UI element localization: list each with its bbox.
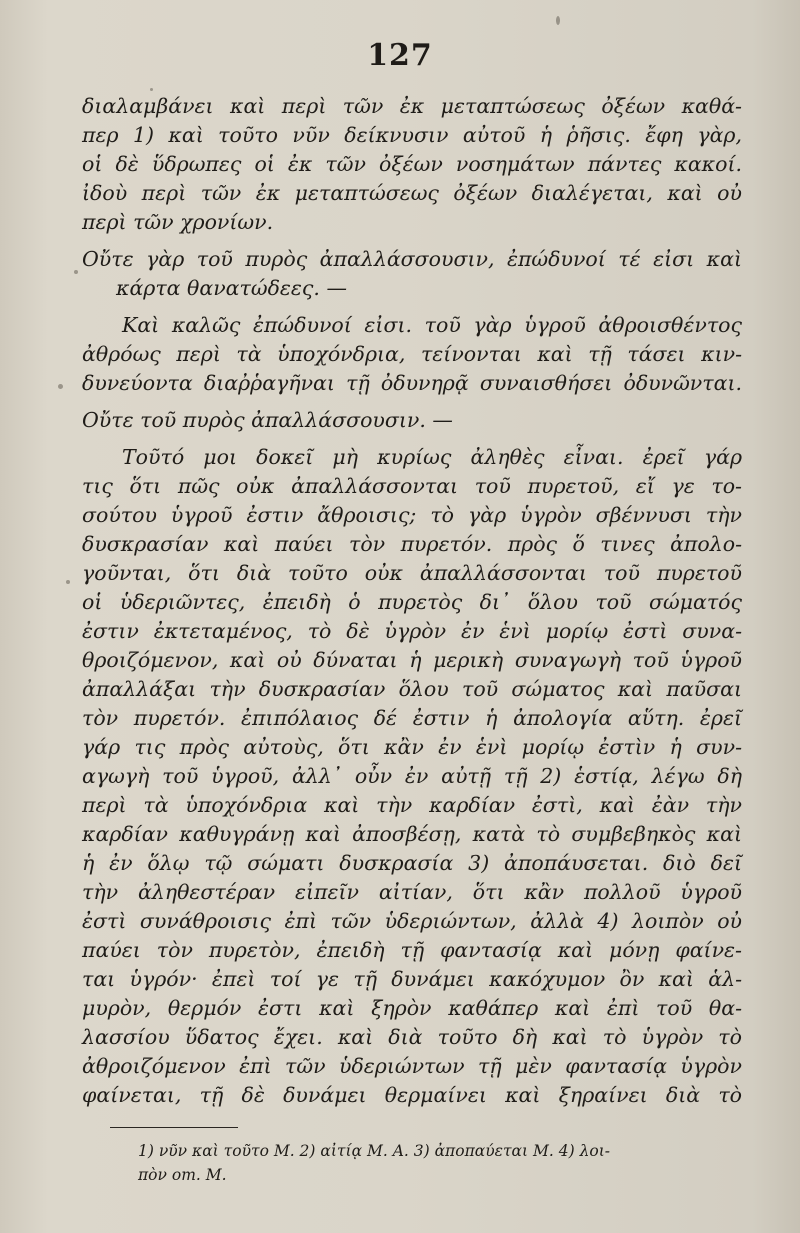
text-line: περὶ τὰ ὑποχόνδρια καὶ τὴν καρδίαν ἐστὶ, καὶ ἐὰν τὴν xyxy=(82,793,742,817)
text-line: τὸν πυρετόν. ἐπιπόλαιος δέ ἐστιν ἡ ἀπολογία αὕτη. ἐρεῖ xyxy=(82,706,742,730)
text-line: οἱ ὑδεριῶντες, ἐπειδὴ ὁ πυρετὸς δι᾽ ὅλου τοῦ σώματός xyxy=(82,590,742,614)
text-line: ἀπαλλάξαι τὴν δυσκρασίαν ὅλου τοῦ σώματος καὶ παῦσαι xyxy=(82,677,742,701)
footnote-line: 1) νῦν καὶ τοῦτο M. 2) αἰτίᾳ M. A. 3) ἀποπαύεται M. 4) λοι- xyxy=(138,1142,611,1160)
paragraph-gap xyxy=(82,435,742,443)
text-line: περὶ τῶν χρονίων. xyxy=(82,210,274,234)
paper-speck xyxy=(58,384,63,389)
paper-speck xyxy=(66,580,70,584)
text-line: γοῦνται, ὅτι διὰ τοῦτο οὐκ ἀπαλλάσσονται τοῦ πυρετοῦ xyxy=(82,561,742,585)
paper-speck xyxy=(150,88,153,91)
text-line: μυρὸν, θερμόν ἐστι καὶ ξηρὸν καθάπερ καὶ ἐπὶ τοῦ θα- xyxy=(82,996,742,1020)
text-line: οἱ δὲ ὕδρωπες οἱ ἐκ τῶν ὀξέων νοσημάτων πάντες κακοί. xyxy=(82,152,742,176)
text-line: θροιζόμενον, καὶ οὐ δύναται ἡ μερικὴ συναγωγὴ τοῦ ὑγροῦ xyxy=(82,648,742,672)
text-line: αγωγὴ τοῦ ὑγροῦ, ἀλλ᾽ οὖν ἐν αὐτῇ τῇ 2) ἑστίᾳ, λέγω δὴ xyxy=(82,764,742,788)
footnote-line: πὸν om. M. xyxy=(138,1166,227,1184)
paper-speck xyxy=(556,16,560,25)
text-line: κάρτα θανατώδεες. — xyxy=(116,276,347,300)
paragraph-gap xyxy=(82,303,742,311)
text-line: Καὶ καλῶς ἐπώδυνοί εἰσι. τοῦ γὰρ ὑγροῦ ἀθροισθέντος xyxy=(122,313,742,337)
text-line: ἀθρόως περὶ τὰ ὑποχόνδρια, τείνονται καὶ τῇ τάσει κιν- xyxy=(82,342,742,366)
text-line: Οὔτε τοῦ πυρὸς ἀπαλλάσσουσιν. — xyxy=(82,408,453,432)
paragraph-gap xyxy=(82,237,742,245)
text-line: περ 1) καὶ τοῦτο νῦν δείκνυσιν αὐτοῦ ἡ ῥῆσις. ἔφη γὰρ, xyxy=(82,123,742,147)
text-line: Οὔτε γὰρ τοῦ πυρὸς ἀπαλλάσσουσιν, ἐπώδυνοί τέ εἰσι καὶ xyxy=(82,247,742,271)
page-number: 127 xyxy=(367,38,433,73)
text-line: ἡ ἐν ὅλῳ τῷ σώματι δυσκρασία 3) ἀποπάυσεται. διὸ δεῖ xyxy=(82,851,742,875)
text-line: δυσκρασίαν καὶ παύει τὸν πυρετόν. πρὸς ὅ τινες ἀπολο- xyxy=(82,532,742,556)
text-line: διαλαμβάνει καὶ περὶ τῶν ἐκ μεταπτώσεως ὀξέων καθά- xyxy=(82,94,742,118)
text-line: φαίνεται, τῇ δὲ δυνάμει θερμαίνει καὶ ξηραίνει διὰ τὸ xyxy=(82,1083,742,1107)
text-line: ἐστιν ἐκτεταμένος, τὸ δὲ ὑγρὸν ἐν ἑνὶ μορίῳ ἐστὶ συνα- xyxy=(82,619,742,643)
text-line: λασσίου ὕδατος ἔχει. καὶ διὰ τοῦτο δὴ καὶ τὸ ὑγρὸν τὸ xyxy=(82,1025,742,1049)
text-line: Τοῦτό μοι δοκεῖ μὴ κυρίως ἀληθὲς εἶναι. ἐρεῖ γάρ xyxy=(122,445,742,469)
text-line: καρδίαν καθυγράνῃ καὶ ἀποσβέσῃ, κατὰ τὸ συμβεβηκὸς καὶ xyxy=(82,822,742,846)
text-line: ἐστὶ συνάθροισις ἐπὶ τῶν ὑδεριώντων, ἀλλὰ 4) λοιπὸν οὐ xyxy=(82,909,742,933)
text-line: τὴν ἀληθεστέραν εἰπεῖν αἰτίαν, ὅτι κἂν πολλοῦ ὑγροῦ xyxy=(82,880,742,904)
footnote-rule xyxy=(110,1127,238,1128)
text-line: σούτου ὑγροῦ ἐστιν ἄθροισις; τὸ γὰρ ὑγρὸν σβέννυσι τὴν xyxy=(82,503,742,527)
text-line: τις ὅτι πῶς οὐκ ἀπαλλάσσονται τοῦ πυρετοῦ, εἴ γε το- xyxy=(82,474,742,498)
text-line: ἰδοὺ περὶ τῶν ἐκ μεταπτώσεως ὀξέων διαλέγεται, καὶ οὐ xyxy=(82,181,742,205)
text-line: ται ὑγρόν· ἐπεὶ τοί γε τῇ δυνάμει κακόχυμον ὂν καὶ ἁλ- xyxy=(82,967,742,991)
text-line: γάρ τις πρὸς αὐτοὺς, ὅτι κἂν ἐν ἑνὶ μορίῳ ἐστὶν ἡ συν- xyxy=(82,735,742,759)
paragraph-gap xyxy=(82,398,742,406)
text-line: ἀθροιζόμενον ἐπὶ τῶν ὑδεριώντων τῇ μὲν φαντασίᾳ ὑγρὸν xyxy=(82,1054,742,1078)
body-text xyxy=(82,92,742,1110)
text-line: δυνεύοντα διαῤῥαγῆναι τῇ ὀδυνηρᾷ συναισθήσει ὀδυνῶνται. xyxy=(82,371,742,395)
footnotes xyxy=(138,1139,748,1187)
text-line: παύει τὸν πυρετὸν, ἐπειδὴ τῇ φαντασίᾳ καὶ μόνῃ φαίνε- xyxy=(82,938,742,962)
paper-speck xyxy=(74,270,78,274)
